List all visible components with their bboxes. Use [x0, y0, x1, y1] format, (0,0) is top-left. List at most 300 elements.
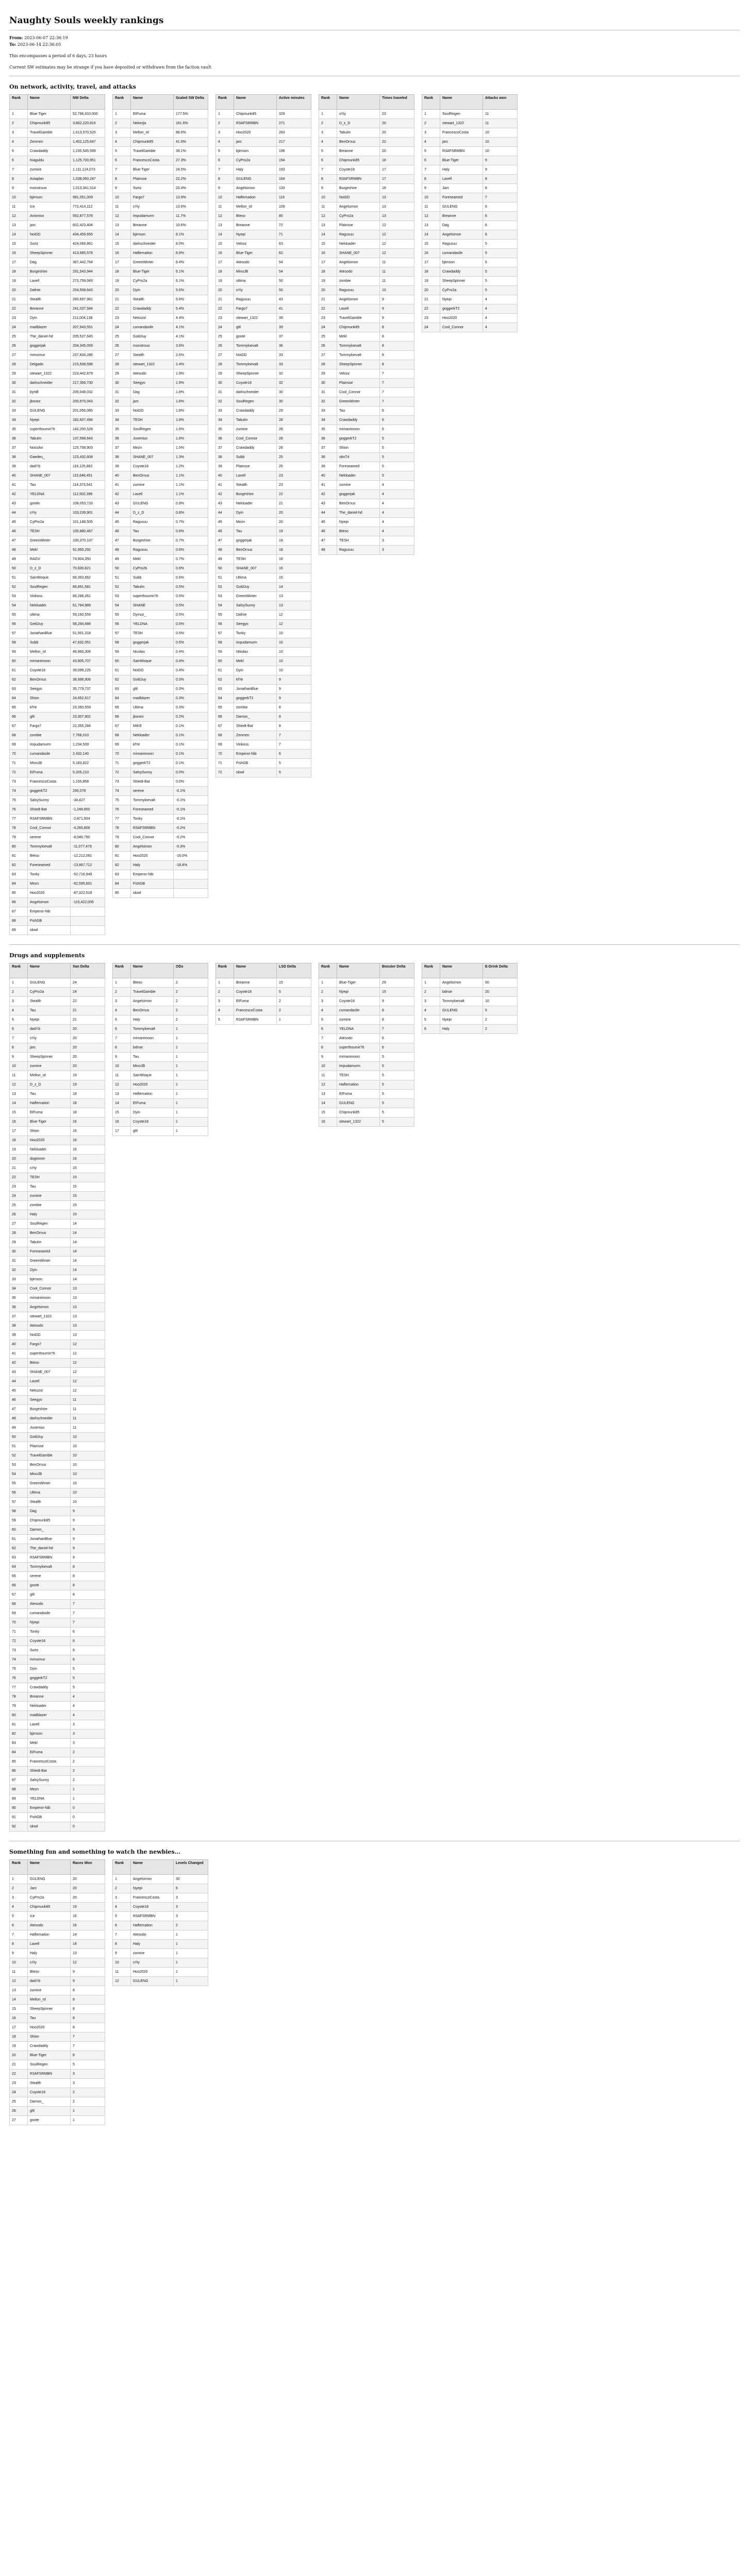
value-cell: 2 [174, 978, 208, 988]
rank-cell: 39 [319, 462, 337, 471]
value-cell: 13 [380, 193, 414, 202]
name-cell: zumine [28, 1062, 71, 1071]
value-cell: 0.3% [174, 685, 208, 694]
table-row [10, 295, 105, 304]
table-row [319, 416, 414, 425]
name-cell: Tau [28, 1090, 71, 1099]
rank-cell: 69 [113, 740, 131, 750]
name-cell: GreenWinter [131, 258, 174, 267]
table-row [10, 685, 105, 694]
value-cell: 3 [71, 1720, 105, 1730]
name-cell: goggerkT2 [234, 694, 277, 703]
value-cell: 413,585,578 [71, 249, 105, 258]
table-row [216, 509, 311, 518]
table-row [10, 388, 105, 397]
name-cell: NoiDD [337, 193, 380, 202]
name-cell: Bteso [28, 1359, 71, 1368]
table-row [10, 212, 105, 221]
table-row [319, 1080, 414, 1090]
table-row [216, 583, 311, 592]
rank-cell: 18 [319, 267, 337, 277]
value-cell: 12 [71, 1349, 105, 1359]
value-cell: 9 [277, 694, 311, 703]
value-cell: 2 [71, 1757, 105, 1767]
name-cell: mimanimoon [131, 750, 174, 759]
rank-cell: 69 [10, 1609, 28, 1618]
value-cell: 5 [483, 1006, 518, 1015]
name-cell: jarc [234, 138, 277, 147]
value-cell: -4,265,806 [71, 824, 105, 833]
name-cell: Coyote18 [337, 165, 380, 175]
name-cell: SheepSpinner [28, 2005, 71, 2014]
name-cell: kfYe [131, 740, 174, 750]
value-cell: 4 [380, 527, 414, 536]
value-cell: 16 [71, 1145, 105, 1155]
table-row [216, 740, 311, 750]
value-cell: 5 [483, 286, 518, 295]
table-row [10, 1785, 105, 1794]
table-row [216, 657, 311, 666]
rank-cell: 15 [216, 240, 234, 249]
column-header: Name [28, 963, 71, 978]
name-cell: NoiDD [234, 351, 277, 360]
value-cell: 9 [380, 314, 414, 323]
rank-cell: 70 [113, 750, 131, 759]
name-cell: gltl [28, 2107, 71, 2116]
value-cell: 10 [71, 1442, 105, 1451]
name-cell: Ragusuu [131, 546, 174, 555]
table-row [10, 1006, 105, 1015]
table-row [319, 1090, 414, 1099]
table-row [216, 750, 311, 759]
table-row [319, 1062, 414, 1071]
value-cell: 0 [71, 1804, 105, 1813]
rank-cell: 36 [216, 434, 234, 444]
value-cell: 217 [277, 138, 311, 147]
value-cell: 8 [71, 2023, 105, 2032]
page-title: Naughty Souls weekly rankings [9, 15, 164, 26]
name-cell: Mekl [234, 657, 277, 666]
name-cell: Plainsse [337, 379, 380, 388]
sections-container [9, 83, 740, 2125]
rank-cell: 5 [10, 1015, 28, 1025]
name-cell: TravelGamble [131, 988, 174, 997]
table-row [10, 917, 105, 926]
name-cell: D_z_D [28, 564, 71, 573]
value-cell: -11,077,479 [71, 842, 105, 852]
rank-cell: 59 [10, 648, 28, 657]
name-cell: bjimson [28, 1730, 71, 1739]
rank-cell: 44 [216, 509, 234, 518]
value-cell: 8 [380, 351, 414, 360]
value-cell: 6 [174, 1884, 208, 1893]
value-cell: 19 [277, 527, 311, 536]
name-cell: Lavell [337, 304, 380, 314]
name-cell: jarc [28, 1043, 71, 1053]
table-row [113, 1108, 208, 1117]
value-cell: 13 [71, 1284, 105, 1294]
value-cell: 6 [71, 1646, 105, 1655]
value-cell: 271 [277, 119, 311, 128]
value-cell: 10 [483, 138, 518, 147]
table-row [10, 2097, 105, 2107]
section-fun [9, 1849, 740, 2125]
rank-cell: 24 [10, 2088, 28, 2097]
rank-cell: 53 [216, 592, 234, 601]
value-cell: 15 [380, 988, 414, 997]
table-row [10, 2023, 105, 2032]
rank-cell: 29 [10, 369, 28, 379]
table-row [113, 369, 208, 379]
table-row [10, 1117, 105, 1127]
rank-cell: 12 [319, 1080, 337, 1090]
rank-cell: 38 [113, 453, 131, 462]
rank-cell: 17 [10, 258, 28, 267]
name-cell: gltl [28, 1590, 71, 1600]
rank-cell: 44 [113, 509, 131, 518]
value-cell: 5 [380, 1053, 414, 1062]
table-row [319, 546, 414, 555]
table-row [10, 815, 105, 824]
rank-cell: 10 [422, 193, 440, 202]
value-cell: 11.7% [174, 212, 208, 221]
table-row [422, 202, 518, 212]
table-row [319, 323, 414, 332]
value-cell [71, 926, 105, 935]
name-cell: Tommyloevalt [337, 351, 380, 360]
rank-cell: 46 [10, 1396, 28, 1405]
rank-cell: 10 [10, 193, 28, 202]
rank-cell: 41 [113, 481, 131, 490]
table-row [216, 184, 311, 193]
table-row [10, 1683, 105, 1692]
value-cell: 3 [71, 2079, 105, 2088]
table-row [113, 685, 208, 694]
rank-cell: 40 [113, 471, 131, 481]
name-cell: Blue-Tiger [131, 165, 174, 175]
value-cell: 8 [71, 1590, 105, 1600]
rank-cell: 1 [422, 110, 440, 119]
rank-cell: 78 [10, 1692, 28, 1702]
table-row [10, 2005, 105, 2014]
table-row [10, 1442, 105, 1451]
rank-cell: 7 [10, 165, 28, 175]
name-cell: SainWoque [28, 573, 71, 583]
name-cell: Chipmunk85 [337, 323, 380, 332]
value-cell: 10 [71, 1479, 105, 1488]
table-row [319, 434, 414, 444]
period-note: This encompasses a period of 6 days, 23 hours [9, 54, 107, 58]
table-row [10, 1127, 105, 1136]
value-cell: -115,422,005 [71, 898, 105, 907]
rank-cell: 46 [10, 527, 28, 536]
table-row [216, 110, 311, 119]
rank-cell: 80 [113, 842, 131, 852]
table-row [10, 1720, 105, 1730]
name-cell: Seegyo [28, 1396, 71, 1405]
name-cell: goggerjak [28, 342, 71, 351]
rank-cell: 44 [10, 509, 28, 518]
rank-cell: 59 [113, 648, 131, 657]
value-cell: 19 [71, 1903, 105, 1912]
rank-cell: 74 [10, 787, 28, 796]
name-cell: GULENG [28, 978, 71, 988]
name-cell: ultima [28, 611, 71, 620]
name-cell: Damon_ [234, 713, 277, 722]
name-cell: Mellon_rd [131, 128, 174, 138]
rank-cell: 43 [10, 499, 28, 509]
rank-cell: 72 [10, 768, 28, 777]
rank-cell: 85 [113, 889, 131, 898]
name-cell: Lavell [234, 471, 277, 481]
value-cell: 123,432,608 [71, 453, 105, 462]
table-row [113, 796, 208, 805]
rank-cell: 45 [10, 1386, 28, 1396]
table-row [113, 147, 208, 156]
rank-cell: 40 [319, 471, 337, 481]
rank-cell: 49 [113, 555, 131, 564]
rank-cell: 12 [113, 1977, 131, 1986]
name-cell: Chipmunk85 [28, 1516, 71, 1526]
value-cell: 7 [483, 193, 518, 202]
value-cell: 5 [380, 462, 414, 471]
table-row [10, 323, 105, 332]
column-header: Rank [319, 963, 337, 978]
name-cell: Angelsimon [440, 978, 483, 988]
rank-cell: 50 [216, 564, 234, 573]
value-cell: 10 [277, 638, 311, 648]
name-cell: GoldJuy [131, 332, 174, 342]
table-header-row [113, 1860, 208, 1875]
name-cell: Emperor-Nib [28, 1804, 71, 1813]
value-cell: 4 [483, 304, 518, 314]
table-row [216, 397, 311, 406]
value-cell: 114,373,541 [71, 481, 105, 490]
value-cell: 3 [174, 1912, 208, 1921]
rank-cell: 62 [10, 1544, 28, 1553]
value-cell: 30 [174, 1875, 208, 1884]
value-cell: 20 [71, 1053, 105, 1062]
value-cell: 1,111,124,073 [71, 165, 105, 175]
table-row [319, 462, 414, 471]
rank-cell: 68 [113, 731, 131, 740]
name-cell: Shiedt-Bat [28, 805, 71, 815]
table-row [10, 907, 105, 917]
value-cell: -2,871,934 [71, 815, 105, 824]
rank-cell: 67 [113, 722, 131, 731]
table-row [10, 564, 105, 573]
value-cell: 1,234,509 [71, 740, 105, 750]
rank-cell: 50 [10, 1433, 28, 1442]
rank-cell: 16 [216, 249, 234, 258]
table-row [10, 2079, 105, 2088]
rank-cell: 48 [216, 546, 234, 555]
value-cell: 8 [71, 1581, 105, 1590]
table-row [113, 555, 208, 564]
table-row [422, 138, 518, 147]
value-cell: 20 [71, 1875, 105, 1884]
rank-cell: 20 [216, 286, 234, 295]
rank-cell: 26 [216, 342, 234, 351]
table-row [216, 360, 311, 369]
rank-cell: 33 [319, 406, 337, 416]
table-row [10, 518, 105, 527]
rank-cell: 13 [216, 221, 234, 230]
rank-cell: 42 [10, 490, 28, 499]
rank-cell: 56 [10, 620, 28, 629]
value-cell: 273,759,049 [71, 277, 105, 286]
column-header: Name [131, 95, 174, 110]
table-row [319, 286, 414, 295]
name-cell: YELDNA [131, 620, 174, 629]
table-row [113, 360, 208, 369]
table-row [10, 286, 105, 295]
table-row [10, 509, 105, 518]
rank-cell: 4 [319, 1006, 337, 1015]
rank-cell: 59 [216, 648, 234, 657]
table-row [10, 536, 105, 546]
value-cell: 66,286,261 [71, 592, 105, 601]
name-cell: cumandasile [28, 750, 71, 759]
name-cell: SoulRegen [234, 397, 277, 406]
name-cell: stewart_1322 [131, 360, 174, 369]
name-cell: Foreseamed [131, 805, 174, 815]
ranking-table-boost [319, 963, 414, 1127]
name-cell: Breanne [234, 221, 277, 230]
table-row [113, 1006, 208, 1015]
value-cell: 0.6% [174, 546, 208, 555]
name-cell: MIKE [131, 722, 174, 731]
table-row [10, 629, 105, 638]
table-row [10, 1414, 105, 1423]
table-row [113, 620, 208, 629]
name-cell: Dag [28, 1507, 71, 1516]
name-cell: Stealth [131, 351, 174, 360]
name-cell: serene [131, 787, 174, 796]
value-cell: 112,502,396 [71, 490, 105, 499]
value-cell: 109 [277, 202, 311, 212]
rank-cell: 16 [319, 1117, 337, 1127]
name-cell: Foreseamed [440, 193, 483, 202]
value-cell: 18 [277, 536, 311, 546]
name-cell: GULENG [337, 1099, 380, 1108]
name-cell: Ultima [28, 1488, 71, 1498]
value-cell: 61,784,989 [71, 601, 105, 611]
name-cell: GULENG [28, 406, 71, 416]
table-row [113, 573, 208, 583]
table-row [10, 2088, 105, 2097]
rank-cell: 19 [113, 277, 131, 286]
table-row [10, 1628, 105, 1637]
name-cell: madblazer [131, 694, 174, 703]
name-cell: SheepSpinner [28, 1053, 71, 1062]
table-row [113, 1127, 208, 1136]
name-cell: Haly [131, 861, 174, 870]
value-cell: 9 [483, 165, 518, 175]
table-row [216, 369, 311, 379]
value-cell: 0.9% [174, 499, 208, 509]
rank-cell: 65 [216, 703, 234, 713]
name-cell: SheepSpinner [28, 249, 71, 258]
value-cell: 1 [174, 1949, 208, 1958]
table-row [422, 184, 518, 193]
table-row [10, 1331, 105, 1340]
table-header-row [113, 95, 208, 110]
value-cell: 0.1% [174, 722, 208, 731]
table-row [10, 165, 105, 175]
value-cell: 12 [71, 1340, 105, 1349]
value-cell: 63 [277, 240, 311, 249]
name-cell: BenOrnus [234, 546, 277, 555]
table-row [10, 1266, 105, 1275]
ranking-table-act [215, 94, 311, 777]
table-row [10, 842, 105, 852]
value-cell: 39 [277, 323, 311, 332]
table-row [319, 267, 414, 277]
value-cell: 1 [174, 1053, 208, 1062]
value-cell: 26 [277, 444, 311, 453]
name-cell: cumandasile [440, 249, 483, 258]
name-cell: bjimson [131, 230, 174, 240]
rank-cell: 25 [113, 332, 131, 342]
value-cell: 1 [174, 1062, 208, 1071]
name-cell: sbnT4 [337, 453, 380, 462]
table-row [10, 1099, 105, 1108]
value-cell: 15 [277, 978, 311, 988]
rank-cell: 57 [10, 1498, 28, 1507]
value-cell: 0.6% [174, 564, 208, 573]
table-row [10, 1739, 105, 1748]
table-row [319, 988, 414, 997]
name-cell: GULENG [440, 202, 483, 212]
table-header-row [319, 963, 414, 978]
name-cell: bjimson [234, 147, 277, 156]
value-cell: 5 [380, 1062, 414, 1071]
table-row [10, 1340, 105, 1349]
table-row [113, 406, 208, 416]
table-row [10, 397, 105, 406]
rank-cell: 11 [10, 1968, 28, 1977]
table-row [216, 342, 311, 351]
name-cell: SHANE [131, 601, 174, 611]
name-cell: Mezn [28, 879, 71, 889]
name-cell: FishGB [28, 917, 71, 926]
rank-cell: 46 [319, 527, 337, 536]
value-cell: 20 [277, 509, 311, 518]
table-row [113, 471, 208, 481]
name-cell: Hoo2020 [234, 128, 277, 138]
table-row [10, 1025, 105, 1034]
value-cell: 0.7% [174, 518, 208, 527]
value-cell: 50 [483, 978, 518, 988]
value-cell: 14 [71, 1940, 105, 1949]
rank-cell: 62 [113, 675, 131, 685]
name-cell: Hoo2020 [131, 1080, 174, 1090]
value-cell: 1 [174, 1090, 208, 1099]
rank-cell: 3 [10, 1893, 28, 1903]
value-cell: 1.3% [174, 453, 208, 462]
table-row [113, 416, 208, 425]
table-row [216, 666, 311, 675]
rank-cell: 31 [319, 388, 337, 397]
ranking-table-att [422, 94, 518, 332]
name-cell: Nekszol [28, 1386, 71, 1396]
table-row [113, 295, 208, 304]
column-header: Times traveled [380, 95, 414, 110]
name-cell: Crawdaddy [28, 1683, 71, 1692]
value-cell: 28 [277, 425, 311, 434]
rank-cell: 8 [10, 1043, 28, 1053]
